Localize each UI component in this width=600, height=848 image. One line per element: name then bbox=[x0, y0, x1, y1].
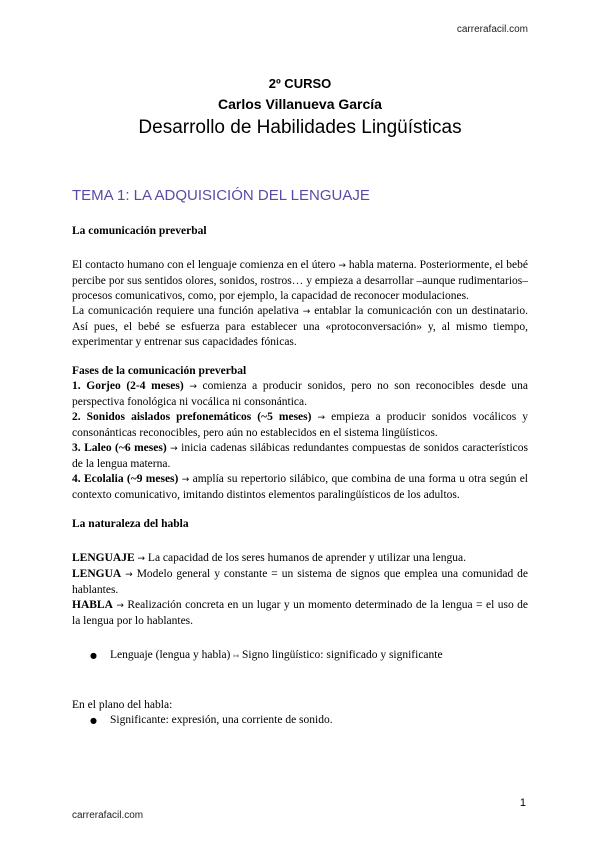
section-heading-fases: Fases de la comunicación preverbal bbox=[72, 365, 247, 377]
subject-title: Desarrollo de Habilidades Lingüísticas bbox=[138, 117, 462, 138]
definition-item: HABLA → Realización concreta en un lugar y un momento determinado de la lengua = el uso de la lengua por lo hablantes. bbox=[72, 599, 529, 627]
bullet-icon: ● bbox=[90, 651, 97, 660]
arrow-icon: → bbox=[338, 261, 346, 271]
maps-to-icon: ↦ bbox=[233, 652, 240, 660]
phase-item: 1. Gorjeo (2-4 meses) → comienza a producir sonidos, pero no son reconocibles desde una perspectiva fonológica ni vocálica ni consonántica. bbox=[72, 380, 529, 408]
paragraph-contacto: El contacto humano con el lenguaje comienza en el útero → habla materna. Posteriormente, el bebé percibe por sus sentidos olores, sonidos, rostros… y empieza a desarrollar –aunque rudimentarios– procesos comunicativos, como, por ejemplo, la capacidad de reconocer modulaciones. bbox=[72, 259, 529, 302]
bullet-significante: ● Significante: expresión, una corriente de sonido. bbox=[72, 713, 528, 728]
author-name: Carlos Villanueva García bbox=[218, 96, 382, 112]
tema-title: TEMA 1: LA ADQUISICIÓN DEL LENGUAJE bbox=[72, 187, 370, 204]
site-url-top[interactable]: carrerafacil.com bbox=[456, 24, 528, 35]
document-body bbox=[72, 224, 528, 728]
definition-item: LENGUAJE → La capacidad de los seres humanos de aprender y utilizar una lengua. bbox=[72, 552, 466, 564]
phase-item: 2. Sonidos aislados prefonemáticos (~5 meses) → empieza a producir sonidos vocálicos y consonánticas reconocibles, pero aún no establecidos en el sistema lingüísticos. bbox=[72, 411, 529, 439]
bullet-icon: ● bbox=[90, 716, 97, 725]
phase-item: 3. Laleo (~6 meses) → inicia cadenas silábicas redundantes compuestas de sonidos característicos de la lengua materna. bbox=[72, 442, 529, 470]
page-number: 1 bbox=[519, 797, 526, 809]
phase-item: 4. Ecolalia (~9 meses) → amplía su repertorio silábico, que combina de una forma u otra según el contexto comunicativo, imitando distintos elementos paralingüísticos de los adultos. bbox=[72, 473, 529, 501]
section-heading-naturaleza-habla: La naturaleza del habla bbox=[72, 518, 189, 530]
document-header bbox=[0, 74, 600, 141]
paragraph-funcion-apelativa: La comunicación requiere una función apelativa → entablar la comunicación con un destinatario. Así pues, el bebé se esfuerza para establecer una «protoconversación» y, al mismo tiempo, experimentar y entrenar sus capacidades fónicas. bbox=[72, 305, 528, 348]
arrow-icon: → bbox=[302, 307, 311, 317]
arrow-icon: → bbox=[181, 475, 190, 485]
definition-item: LENGUA → Modelo general y constante = un sistema de signos que emplea una comunidad de hablantes. bbox=[72, 568, 529, 596]
bullet-lenguaje: ● Lenguaje (lengua y habla) ↦ Signo lingüístico: significado y significante bbox=[72, 648, 528, 664]
plano-habla-label: En el plano del habla: bbox=[72, 699, 173, 711]
arrow-icon: → bbox=[125, 570, 133, 580]
section-heading-comunicacion-preverbal: La comunicación preverbal bbox=[72, 225, 207, 237]
course-label: 2º CURSO bbox=[268, 76, 332, 91]
arrow-icon: → bbox=[170, 444, 178, 454]
arrow-icon: → bbox=[137, 554, 146, 564]
site-url-bottom[interactable]: carrerafacil.com bbox=[72, 810, 144, 821]
arrow-icon: → bbox=[317, 413, 326, 423]
arrow-icon: → bbox=[189, 382, 197, 392]
arrow-icon: → bbox=[116, 601, 124, 611]
